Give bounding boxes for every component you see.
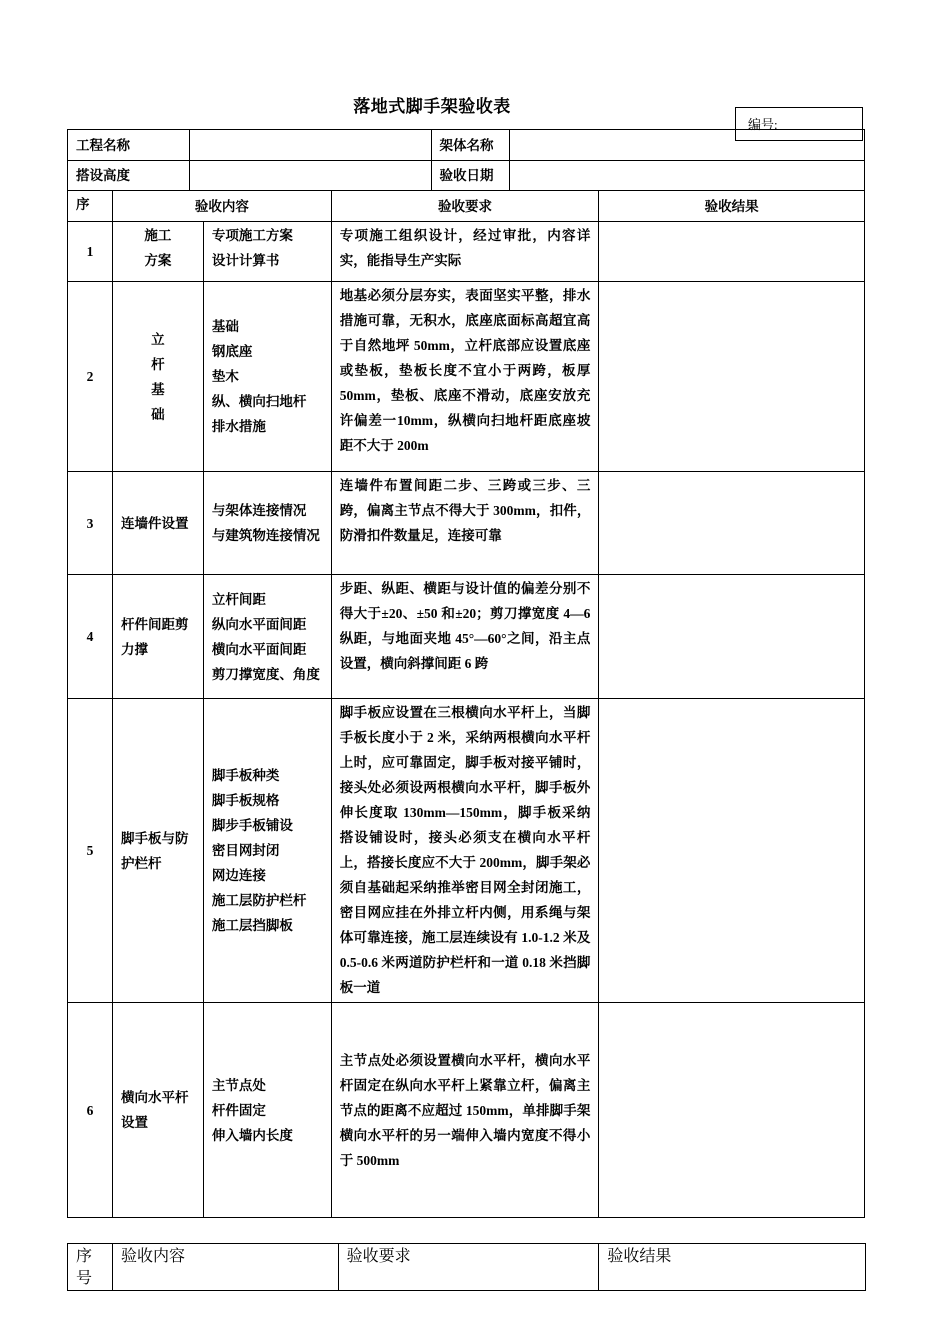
row-category: 横向水平杆设置 (112, 1003, 203, 1218)
row-result-field[interactable] (599, 699, 865, 1003)
row-seq: 2 (68, 282, 113, 472)
table-row (68, 222, 865, 282)
page-title: 落地式脚手架验收表 (353, 97, 511, 116)
row-items (203, 222, 331, 282)
row-seq: 4 (68, 575, 113, 699)
frame-name-label: 架体名称 (431, 130, 510, 161)
list-item: 伸入墙内长度 (211, 1127, 293, 1143)
list-item: 剪刀撑宽度、角度 (211, 666, 320, 682)
table-row (68, 282, 865, 472)
category-char: 施工 (144, 228, 172, 243)
row-items (203, 472, 331, 575)
list-item: 主节点处 (211, 1077, 266, 1093)
list-item: 横向水平面间距 (211, 641, 307, 657)
list-item: 垫木 (211, 369, 239, 384)
list-item: 立杆间距 (211, 591, 266, 607)
height-label: 搭设高度 (68, 161, 190, 191)
height-field[interactable] (189, 161, 431, 191)
category-char: 杆 (151, 356, 165, 372)
row-category: 杆件间距剪力撑 (112, 575, 203, 699)
row-items (203, 699, 331, 1003)
category-char: 基 (151, 381, 165, 397)
row-items (203, 575, 331, 699)
list-item: 施工层挡脚板 (211, 918, 293, 933)
list-item: 脚步手板铺设 (211, 818, 293, 833)
row-result-field[interactable] (599, 282, 865, 472)
table-row (68, 472, 865, 575)
serial-number-label: 编号: (748, 117, 778, 132)
header-result: 验收结果 (599, 191, 865, 222)
list-item: 杆件固定 (211, 1102, 266, 1118)
row-requirement: 连墙件布置间距二步、三跨或三步、三跨，偏离主节点不得大于 300mm，扣件，防滑扣件数量足，连接可靠 (331, 472, 599, 575)
bottom-header-result: 验收结果 (599, 1244, 866, 1291)
row-items (203, 1003, 331, 1218)
list-item: 与架体连接情况 (211, 503, 307, 518)
list-item: 施工层防护栏杆 (211, 893, 307, 908)
continuation-header-table (67, 1243, 866, 1291)
row-category (112, 282, 203, 472)
row-seq: 1 (68, 222, 113, 282)
row-seq: 3 (68, 472, 113, 575)
list-item: 纵向水平面间距 (211, 616, 307, 632)
list-item: 钢底座 (211, 344, 253, 359)
header-seq: 序 (68, 191, 113, 222)
row-requirement: 脚手板应设置在三根横向水平杆上，当脚手板长度小于 2 米，采纳两根横向水平杆上时，应可靠固定，脚手板对接平铺时，接头处必须设两根横向水平杆，脚手板外伸长度取 130mm—150mm，脚手板采纳搭设铺设时，接头必须支在横向水平杆上，搭接长度应不大于 200mm，脚手架必须自基础起采纳推举密目网全封闭施工，密目网应挂在外排立杆内侧，用系绳与架体可靠连接，施工层连续设有 1.0-1.2 米及 0.5-0.6 米两道防护栏杆和一道 0.18 米挡脚板一道 (331, 699, 599, 1003)
list-item: 纵、横向扫地杆 (211, 394, 307, 409)
project-name-field[interactable] (189, 130, 431, 161)
row-requirement: 步距、纵距、横距与设计值的偏差分别不得大于±20、±50 和±20；剪刀撑宽度 4—6 纵距，与地面夹地 45°—60°之间，沿主点设置，横向斜撑间距 6 跨 (331, 575, 599, 699)
row-result-field[interactable] (599, 222, 865, 282)
list-item: 基础 (211, 319, 239, 334)
list-item: 脚手板种类 (211, 768, 280, 783)
list-item: 排水措施 (211, 419, 266, 434)
category-char: 方案 (144, 253, 172, 268)
project-info-table (67, 129, 865, 191)
category-char: 础 (151, 406, 165, 422)
list-item: 设计计算书 (211, 253, 280, 268)
frame-name-field[interactable] (510, 130, 865, 161)
header-content: 验收内容 (112, 191, 331, 222)
table-row (68, 699, 865, 1003)
row-category (112, 222, 203, 282)
header-requirement: 验收要求 (331, 191, 599, 222)
inspection-table (67, 190, 865, 1218)
category-char: 立 (151, 331, 165, 347)
list-item: 密目网封闭 (211, 843, 280, 858)
row-result-field[interactable] (599, 1003, 865, 1218)
project-name-label: 工程名称 (68, 130, 190, 161)
row-items (203, 282, 331, 472)
date-label: 验收日期 (431, 161, 510, 191)
row-seq: 6 (68, 1003, 113, 1218)
bottom-header-seq: 序号 (68, 1244, 113, 1291)
row-requirement: 地基必须分层夯实，表面坚实平整，排水措施可靠，无积水，底座底面标高超宜高于自然地坪 50mm，立杆底部应设置底座或垫板，垫板长度不宜小于两跨，板厚 50mm，垫板、底座不滑动，底座安放充许偏差一10mm，纵横向扫地杆距底座坡距不大于 200m (331, 282, 599, 472)
row-result-field[interactable] (599, 575, 865, 699)
list-item: 脚手板规格 (211, 793, 280, 808)
bottom-header-requirement: 验收要求 (338, 1244, 599, 1291)
table-row (68, 575, 865, 699)
list-item: 与建筑物连接情况 (211, 528, 320, 543)
row-seq: 5 (68, 699, 113, 1003)
list-item: 网边连接 (211, 868, 266, 883)
row-requirement: 主节点处必须设置横向水平杆，横向水平杆固定在纵向水平杆上紧靠立杆，偏离主节点的距离不应超过 150mm，单排脚手架横向水平杆的另一端伸入墙内宽度不得小于 500mm (331, 1003, 599, 1218)
row-category: 连墙件设置 (112, 472, 203, 575)
row-requirement: 专项施工组织设计，经过审批，内容详实，能指导生产实际 (331, 222, 599, 282)
row-result-field[interactable] (599, 472, 865, 575)
list-item: 专项施工方案 (211, 228, 293, 243)
table-row (68, 1003, 865, 1218)
row-category: 脚手板与防护栏杆 (112, 699, 203, 1003)
bottom-header-content: 验收内容 (112, 1244, 338, 1291)
date-field[interactable] (510, 161, 865, 191)
